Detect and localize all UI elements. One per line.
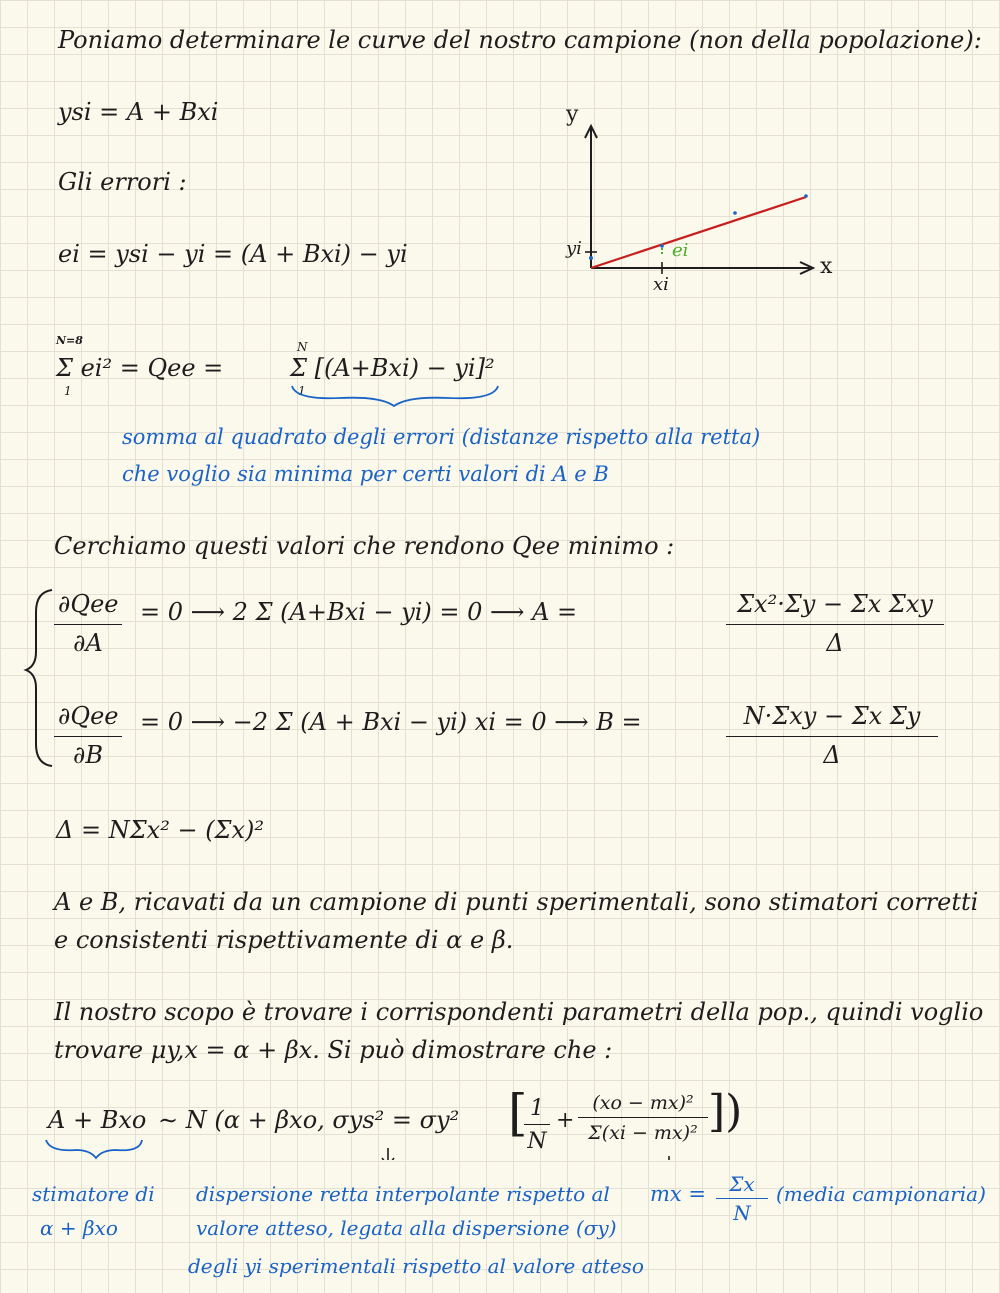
distribution-mid: ∼ N (α + βxo, σys² = σy² (158, 1106, 460, 1134)
distribution-open-bracket: [ (508, 1084, 528, 1142)
deriv-a-den: ∂A (73, 629, 103, 657)
result-a-den: Δ (826, 629, 844, 657)
error-equation: ei = ysi − yi = (A + Bxi) − yi (58, 240, 408, 268)
mx-definition: mx = (650, 1182, 707, 1206)
sum-upper-limit: N=8 (56, 334, 83, 347)
mx-fraction (716, 1172, 768, 1225)
intro-text: Poniamo determinare le curve del nostro campione (non della popolazione): (58, 26, 982, 54)
yi-label: yi (566, 238, 582, 259)
sum-rhs-lower: 1 (298, 384, 306, 398)
x-axis-label: x (820, 254, 833, 279)
sum-lower-limit: 1 (64, 384, 72, 398)
mx-fraction-num: Σx (716, 1172, 768, 1199)
distribution-lhs: A + Bxo (48, 1106, 147, 1134)
distribution-frac1 (524, 1096, 550, 1154)
deriv-b-den: ∂B (72, 741, 104, 769)
estimators-line2: e consistenti rispettivamente di α e β. (54, 926, 514, 954)
deriv-b-num: ∂Qee (54, 702, 122, 737)
row1-equation: = 0 ⟶ 2 Σ (A+Bxi − yi) = 0 ⟶ A = (140, 598, 578, 626)
dispersione-line1: dispersione retta interpolante rispetto al (196, 1182, 610, 1206)
sum-rhs-upper: N (297, 340, 308, 354)
distribution-frac2-den: Σ(xi − mx)² (588, 1122, 698, 1144)
distribution-frac1-den: N (527, 1129, 547, 1154)
sum-lhs: Σ ei² = Qee = (56, 354, 224, 382)
distribution-frac2 (578, 1092, 708, 1144)
row2-equation: = 0 ⟶ −2 Σ (A + Bxi − yi) xi = 0 ⟶ B = (140, 708, 642, 736)
y-axis-label: y (566, 102, 579, 127)
result-a-num: Σx²·Σy − Σx Σxy (726, 590, 944, 625)
distribution-frac1-num: 1 (524, 1096, 550, 1125)
note-qee-line2: che voglio sia minima per certi valori di A e B (122, 462, 609, 486)
dispersione-line2: valore atteso, legata alla dispersione (σy) (196, 1216, 617, 1240)
ei-label: ei (672, 240, 689, 261)
mx-fraction-den: N (733, 1201, 751, 1225)
sum-rhs: Σ [(A+Bxi) − yi]² (290, 354, 495, 382)
xi-label: xi (653, 274, 669, 295)
mx-note: (media campionaria) (776, 1182, 986, 1206)
stimatore-line2: α + βxo (40, 1216, 118, 1240)
distribution-plus: + (556, 1108, 575, 1133)
goal-line2: trovare μy,x = α + βx. Si può dimostrare che : (54, 1036, 613, 1064)
distribution-close: ]) (708, 1086, 743, 1137)
errors-label: Gli errori : (58, 168, 187, 196)
estimators-line1: A e B, ricavati da un campione di punti sperimentali, sono stimatori corretti (54, 888, 979, 916)
note-qee-line1: somma al quadrato degli errori (distanze rispetto alla retta) (122, 425, 761, 449)
delta-equation: Δ = NΣx² − (Σx)² (56, 816, 265, 844)
deriv-a-num: ∂Qee (54, 590, 122, 625)
distribution-frac2-num: (xo − mx)² (578, 1092, 708, 1118)
result-b-num: N·Σxy − Σx Σy (726, 702, 938, 737)
result-b-den: Δ (823, 741, 841, 769)
model-equation: ysi = A + Bxi (58, 98, 219, 126)
dispersione-line3: degli yi sperimentali rispetto al valore atteso (188, 1254, 644, 1278)
goal-line1: Il nostro scopo è trovare i corrispondenti parametri della pop., quindi voglio (54, 998, 984, 1026)
search-text: Cerchiamo questi valori che rendono Qee minimo : (54, 532, 675, 560)
stimatore-line1: stimatore di (32, 1182, 155, 1206)
